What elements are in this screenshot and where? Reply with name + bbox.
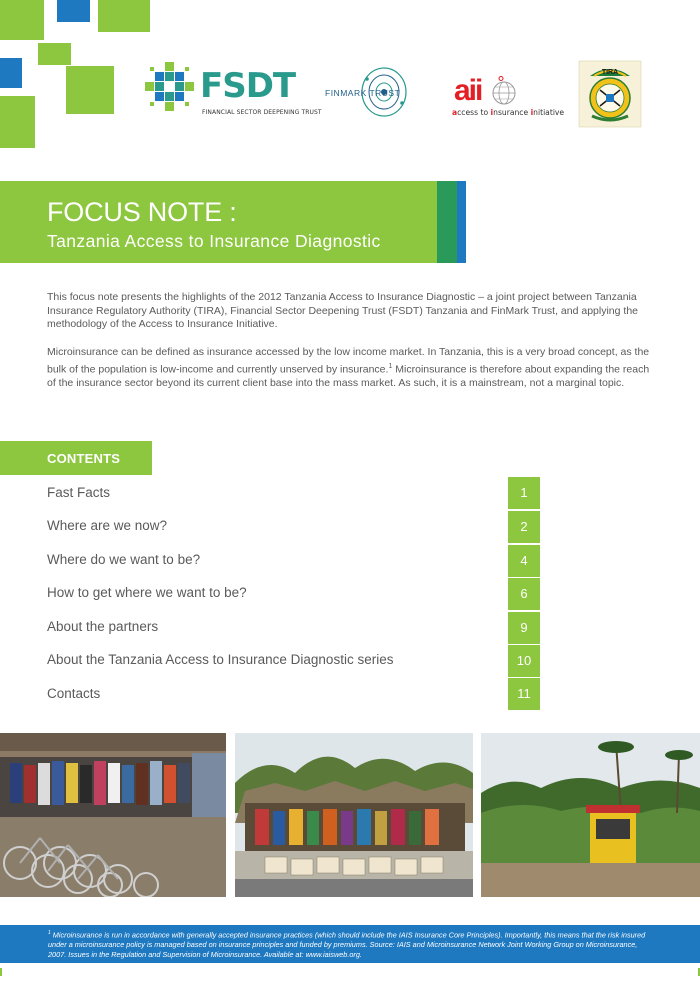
intro-paragraph: This focus note presents the highlights of the 2012 Tanzania Access to Insurance Diagnostic – a joint project between Tanzania Insurance Regulatory Authority (TIRA), Financial Sector Deepening Trust (FSDT) Tanzania and FinMark Trust, and applying the methodology of the Access to Insurance Initiative. [47, 291, 638, 331]
toc-page-number[interactable]: 10 [508, 645, 540, 677]
aii-logo [452, 68, 567, 120]
toc-page-number[interactable]: 9 [508, 612, 540, 644]
craft-stalls-photo [235, 733, 473, 897]
footnote-text: Microinsurance is run in accordance with generally accepted insurance practices (which should include the IAIS Insurance Core Principles). Importantly, this means that the risk insured under a microinsurance policy is managed based on insurance principles and funded by premiums. Source: IAIS and Microinsurance Network Joint Working Group on Microinsurance, 2007. Issues in the Regulation and Supervision of Microinsurance. Available at: www.iaisweb.org. [48, 930, 646, 959]
toc-item[interactable]: Where do we want to be? [47, 552, 201, 567]
deco-square [66, 66, 114, 114]
aii-subtitle-part: nitiative [533, 108, 565, 117]
svg-text:TIRA: TIRA [601, 69, 619, 76]
fsdt-wordmark: FSDT [200, 66, 296, 106]
intro-text: Microinsurance is therefore about expanding the reach of the insurance sector beyond its current client base into the mass market. As such, it is a mainstream, not a marginal topic. [47, 363, 650, 389]
toc-item[interactable]: About the partners [47, 619, 159, 634]
aii-subtitle-part: nsurance [493, 108, 531, 117]
aii-globe-icon [492, 76, 516, 106]
footnote-marker: 1 [48, 930, 51, 936]
finmark-logo [325, 62, 435, 122]
toc-page-number[interactable]: 4 [508, 545, 540, 577]
fsdt-logo [145, 62, 322, 122]
deco-square [0, 58, 22, 88]
toc-page-number[interactable]: 2 [508, 511, 540, 543]
fsdt-squares-icon [145, 62, 195, 112]
aii-subtitle-part: ccess to [457, 108, 491, 117]
footnote-ref: 1 [388, 362, 393, 370]
intro-paragraph [47, 346, 657, 390]
toc-page-number[interactable]: 6 [508, 578, 540, 610]
tira-logo [578, 60, 642, 128]
toc-page-number[interactable]: 11 [508, 678, 540, 710]
fsdt-subtitle: FINANCIAL SECTOR DEEPENING TRUST [202, 109, 322, 116]
crop-mark [0, 968, 2, 976]
aii-subtitle [452, 108, 564, 117]
aii-subtitle-a: a [452, 108, 458, 117]
toc-item[interactable]: About the Tanzania Access to Insurance Diagnostic series [47, 652, 394, 667]
toc-item[interactable]: Where are we now? [47, 518, 168, 533]
title-stripe [437, 181, 457, 263]
intro-text: Microinsurance can be defined as insurance accessed by the low income market. In Tanzania, this is a very broad concept, as the bulk of the population is low-income and currently unserved by insurance. [47, 346, 650, 376]
clothing-market-photo [0, 733, 226, 897]
page-title: FOCUS NOTE : [47, 197, 237, 227]
aii-wordmark: aii [454, 74, 482, 107]
deco-square [98, 0, 150, 32]
deco-square [0, 96, 35, 148]
tira-crest-icon [578, 60, 642, 128]
aii-subtitle-i: i [490, 108, 494, 117]
finmark-wordmark: FINMARK TRUST [325, 88, 401, 98]
aii-subtitle-i: i [530, 108, 534, 117]
toc-page-number[interactable]: 1 [508, 477, 540, 509]
deco-square [38, 43, 71, 65]
roadside-kiosk-photo [481, 733, 700, 897]
page-subtitle: Tanzania Access to Insurance Diagnostic [47, 231, 381, 251]
title-stripe [457, 181, 466, 263]
toc-item[interactable]: Contacts [47, 686, 101, 701]
deco-square [57, 0, 90, 22]
deco-square [0, 0, 44, 40]
toc-item[interactable]: Fast Facts [47, 485, 111, 500]
toc-item[interactable]: How to get where we want to be? [47, 585, 247, 600]
footnote [48, 929, 648, 959]
contents-label: CONTENTS [47, 451, 121, 466]
